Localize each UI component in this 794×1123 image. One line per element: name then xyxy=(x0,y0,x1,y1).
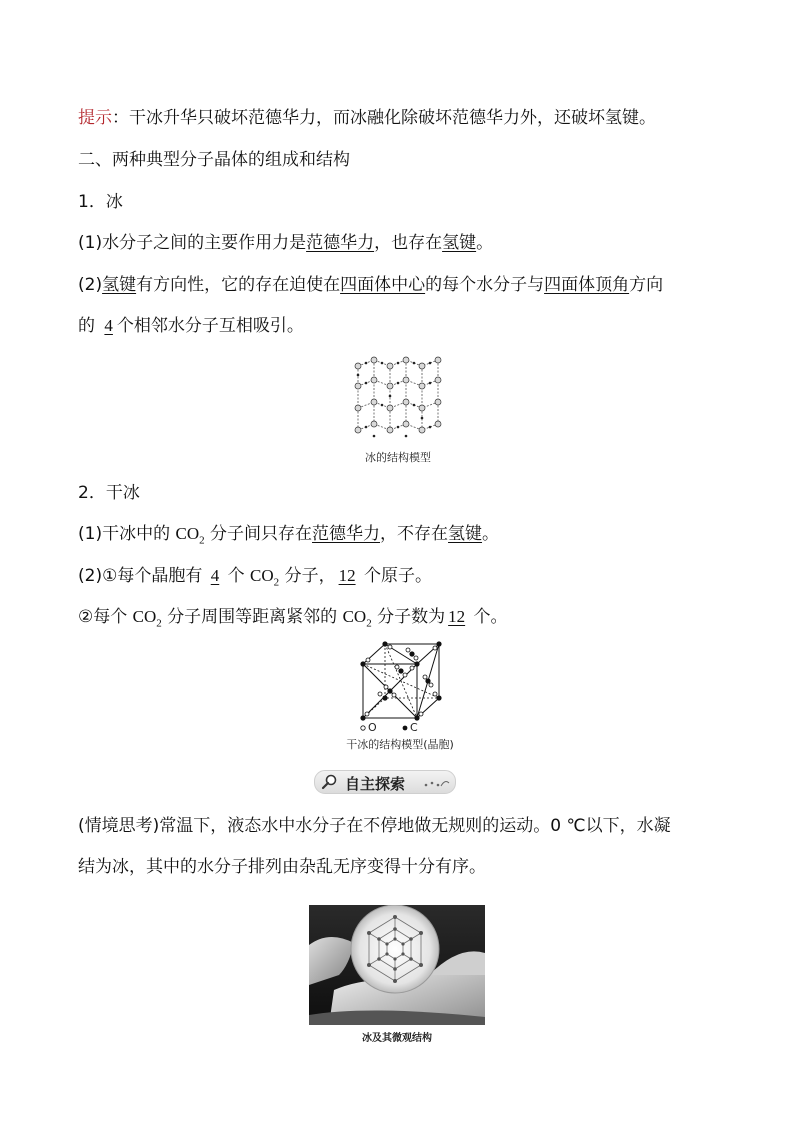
text: (1)干冰中的 xyxy=(78,524,171,544)
dryice-para-1 xyxy=(78,522,499,552)
text: CO xyxy=(250,566,274,585)
text: ，不存在 xyxy=(380,524,449,544)
ice-heading: 1．冰 xyxy=(78,192,123,212)
text: 个。 xyxy=(473,607,508,627)
explore-para-line-1: (情境思考)常温下，液态水中水分子在不停地做无规则的运动。0 ℃以下，水凝 xyxy=(78,816,671,836)
self-explore-badge xyxy=(314,770,456,794)
legend-oxygen-label: O xyxy=(368,721,377,734)
answer-blank: 12 xyxy=(448,607,466,626)
text: CO xyxy=(175,524,200,543)
text: ②每个 xyxy=(78,607,128,627)
hint-label: 提示 xyxy=(78,108,112,128)
answer-blank: 4 xyxy=(210,566,220,585)
formula xyxy=(175,524,205,547)
dots-decoration-icon xyxy=(423,777,451,789)
hint-text: 干冰升华只破坏范德华力，而冰融化除破坏范德华力外，还破坏氢键。 xyxy=(129,108,656,128)
text: (2) xyxy=(78,275,103,295)
text: 有方向性，它的存在迫使在 xyxy=(136,275,341,295)
answer-blank: 四面体中心 xyxy=(340,275,426,295)
ice-para-2 xyxy=(78,273,663,297)
text: 的每个水分子与 xyxy=(425,275,545,295)
formula xyxy=(342,607,372,630)
text: 个相邻水分子互相吸引。 xyxy=(116,316,304,336)
ice-photo-caption: 冰及其微观结构 xyxy=(362,1033,432,1044)
hint-colon: ： xyxy=(112,108,129,128)
answer-blank: 氢键 xyxy=(448,524,483,544)
ice-para-1 xyxy=(78,231,493,255)
text: 分子周围等距离紧邻的 xyxy=(167,607,338,627)
text: 分子间只存在 xyxy=(210,524,313,544)
answer-blank: 氢键 xyxy=(102,275,137,295)
text: 。 xyxy=(482,524,500,544)
dryice-heading: 2．干冰 xyxy=(78,483,140,503)
answer-blank: 氢键 xyxy=(442,233,477,253)
subscript: 2 xyxy=(366,617,372,630)
subscript: 2 xyxy=(199,534,205,547)
formula xyxy=(250,566,280,589)
text: 。 xyxy=(476,233,494,253)
section-title: 二、两种典型分子晶体的组成和结构 xyxy=(78,150,350,170)
text: (1)水分子之间的主要作用力是 xyxy=(78,233,307,253)
answer-blank: 4 xyxy=(104,316,113,335)
answer-blank: 四面体顶角 xyxy=(544,275,630,295)
text: 个 xyxy=(227,566,245,586)
text: 方向 xyxy=(629,275,664,295)
dryice-unit-cell-figure xyxy=(355,636,445,734)
magnifier-icon xyxy=(321,774,339,790)
text: 分子， xyxy=(284,566,336,586)
text: 分子数为 xyxy=(377,607,446,627)
subscript: 2 xyxy=(156,617,162,630)
dryice-para-3 xyxy=(78,605,508,635)
ice-para-2-cont xyxy=(78,314,304,338)
hint-line xyxy=(78,106,656,130)
answer-blank: 范德华力 xyxy=(306,233,375,253)
text: 个原子。 xyxy=(363,566,432,586)
explore-para-line-2: 结为冰，其中的水分子排列由杂乱无序变得十分有序。 xyxy=(78,857,486,877)
answer-blank: 12 xyxy=(338,566,356,585)
formula xyxy=(132,607,162,630)
dryice-figure-caption: 干冰的结构模型(晶胞) xyxy=(346,738,454,751)
ice-structure-figure xyxy=(352,356,444,442)
subscript: 2 xyxy=(273,576,280,589)
legend-carbon-label: C xyxy=(410,721,418,734)
answer-blank: 范德华力 xyxy=(312,524,381,544)
text: CO xyxy=(342,607,367,626)
self-explore-label: 自主探索 xyxy=(345,775,406,793)
text: 的 xyxy=(78,316,95,336)
dryice-para-2 xyxy=(78,564,432,594)
text: ，也存在 xyxy=(374,233,443,253)
ice-photo-figure xyxy=(309,905,485,1025)
text: (2)①每个晶胞有 xyxy=(78,566,203,586)
ice-figure-caption: 冰的结构模型 xyxy=(365,451,431,464)
text: CO xyxy=(132,607,157,626)
